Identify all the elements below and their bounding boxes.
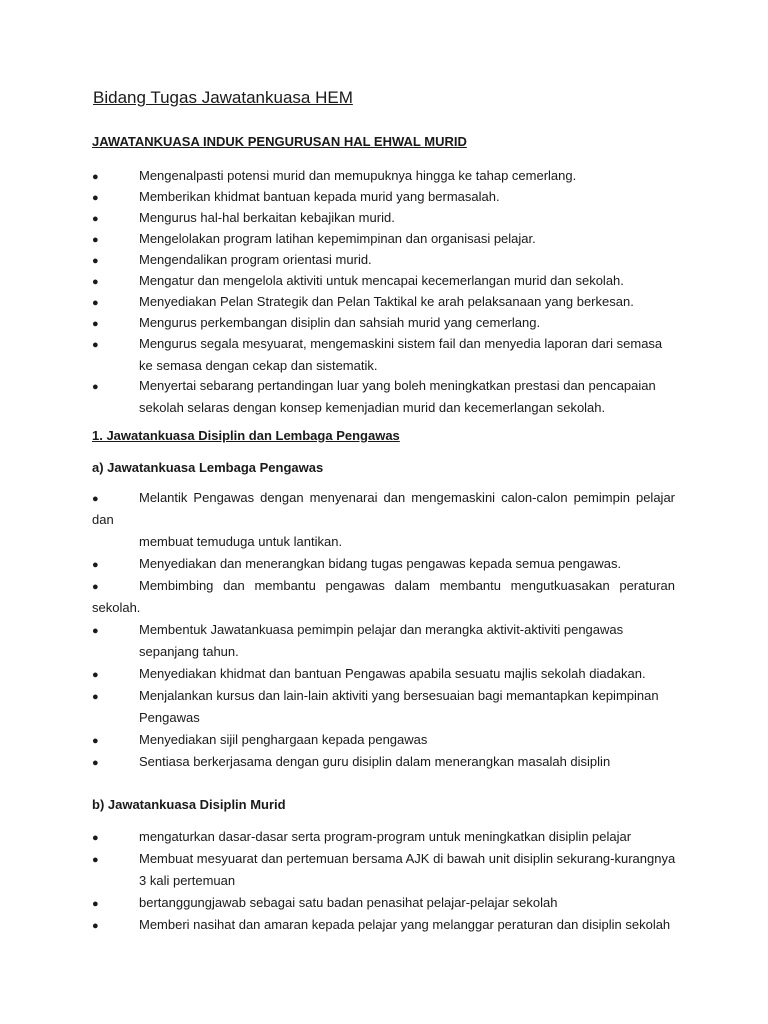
bullet-icon: ● — [92, 234, 99, 246]
bullet-icon: ● — [92, 171, 99, 183]
bullet-icon: ● — [92, 625, 99, 637]
sub-a-item: Menjalankan kursus dan lain-lain aktiviti yang bersesuaian bagi memantapkan kepimpinan — [139, 688, 659, 703]
bullet-icon: ● — [92, 581, 99, 593]
sub-a-item-continuation: dan — [92, 512, 114, 527]
induk-item: Mengurus perkembangan disiplin dan sahsiah murid yang cemerlang. — [139, 315, 541, 330]
sub-a-item: Membimbing dan membantu pengawas dalam membantu mengutkuasakan peraturan — [139, 578, 675, 593]
induk-item: Menyertai sebarang pertandingan luar yang boleh meningkatkan prestasi dan pencapaian — [139, 378, 656, 393]
sub-b-item: bertanggungjawab sebagai satu badan penasihat pelajar-pelajar sekolah — [139, 895, 558, 910]
bullet-icon: ● — [92, 213, 99, 225]
bullet-icon: ● — [92, 297, 99, 309]
induk-item: Mengelolakan program latihan kepemimpinan dan organisasi pelajar. — [139, 231, 536, 246]
sub-a-item-continuation: Pengawas — [139, 710, 200, 725]
bullet-icon: ● — [92, 192, 99, 204]
sub-a-item: Membentuk Jawatankuasa pemimpin pelajar dan merangka aktivit-aktiviti pengawas — [139, 622, 624, 637]
induk-item: Memberikan khidmat bantuan kepada murid yang bermasalah. — [139, 189, 500, 204]
sub-a-item-continuation: sepanjang tahun. — [139, 644, 239, 659]
document-title: Bidang Tugas Jawatankuasa HEM — [93, 88, 353, 107]
sub-a-item-continuation: membuat temuduga untuk lantikan. — [139, 534, 343, 549]
sub-a-item-continuation: sekolah. — [92, 600, 141, 615]
sub-a-item: Melantik Pengawas dengan menyenarai dan mengemaskini calon-calon pemimpin pelajar — [139, 490, 675, 505]
induk-item: Mengurus segala mesyuarat, mengemaskini sistem fail dan menyedia laporan dari semasa — [139, 336, 663, 351]
sub-b-item-continuation: 3 kali pertemuan — [139, 873, 236, 888]
induk-heading: JAWATANKUASA INDUK PENGURUSAN HAL EHWAL MURID — [92, 134, 467, 149]
bullet-icon: ● — [92, 559, 99, 571]
bullet-icon: ● — [92, 757, 99, 769]
induk-item: Mengurus hal-hal berkaitan kebajikan murid. — [139, 210, 395, 225]
sub-b-heading: b) Jawatankuasa Disiplin Murid — [92, 797, 286, 812]
induk-item: Mengatur dan mengelola aktiviti untuk mencapai kecemerlangan murid dan sekolah. — [139, 273, 624, 288]
sub-a-heading: a) Jawatankuasa Lembaga Pengawas — [92, 460, 324, 475]
bullet-icon: ● — [92, 691, 99, 703]
bullet-icon: ● — [92, 920, 99, 932]
bullet-icon: ● — [92, 669, 99, 681]
bullet-icon: ● — [92, 381, 99, 393]
bullet-icon: ● — [92, 339, 99, 351]
bullet-icon: ● — [92, 318, 99, 330]
bullet-icon: ● — [92, 898, 99, 910]
sub-a-item: Menyediakan khidmat dan bantuan Pengawas apabila sesuatu majlis sekolah diadakan. — [139, 666, 646, 681]
induk-item-continuation: ke semasa dengan cekap dan sistematik. — [139, 358, 378, 373]
section1-heading: 1. Jawatankuasa Disiplin dan Lembaga Pengawas — [92, 428, 400, 443]
bullet-icon: ● — [92, 735, 99, 747]
induk-item: Mengendalikan program orientasi murid. — [139, 252, 372, 267]
sub-b-item: Membuat mesyuarat dan pertemuan bersama AJK di bawah unit disiplin sekurang-kurangnya — [139, 851, 676, 866]
induk-item: Menyediakan Pelan Strategik dan Pelan Taktikal ke arah pelaksanaan yang berkesan. — [139, 294, 634, 309]
bullet-icon: ● — [92, 493, 99, 505]
sub-a-item: Sentiasa berkerjasama dengan guru disiplin dalam menerangkan masalah disiplin — [139, 754, 611, 769]
bullet-icon: ● — [92, 832, 99, 844]
sub-b-item: mengaturkan dasar-dasar serta program-program untuk meningkatkan disiplin pelajar — [139, 829, 632, 844]
bullet-icon: ● — [92, 276, 99, 288]
induk-item: Mengenalpasti potensi murid dan memupuknya hingga ke tahap cemerlang. — [139, 168, 577, 183]
bullet-icon: ● — [92, 854, 99, 866]
sub-b-item: Memberi nasihat dan amaran kepada pelajar yang melanggar peraturan dan disiplin sekolah — [139, 917, 671, 932]
induk-item-continuation: sekolah selaras dengan konsep kemenjadian murid dan kecemerlangan sekolah. — [139, 400, 606, 415]
sub-a-item: Menyediakan dan menerangkan bidang tugas pengawas kepada semua pengawas. — [139, 556, 622, 571]
bullet-icon: ● — [92, 255, 99, 267]
sub-a-item: Menyediakan sijil penghargaan kepada pengawas — [139, 732, 428, 747]
